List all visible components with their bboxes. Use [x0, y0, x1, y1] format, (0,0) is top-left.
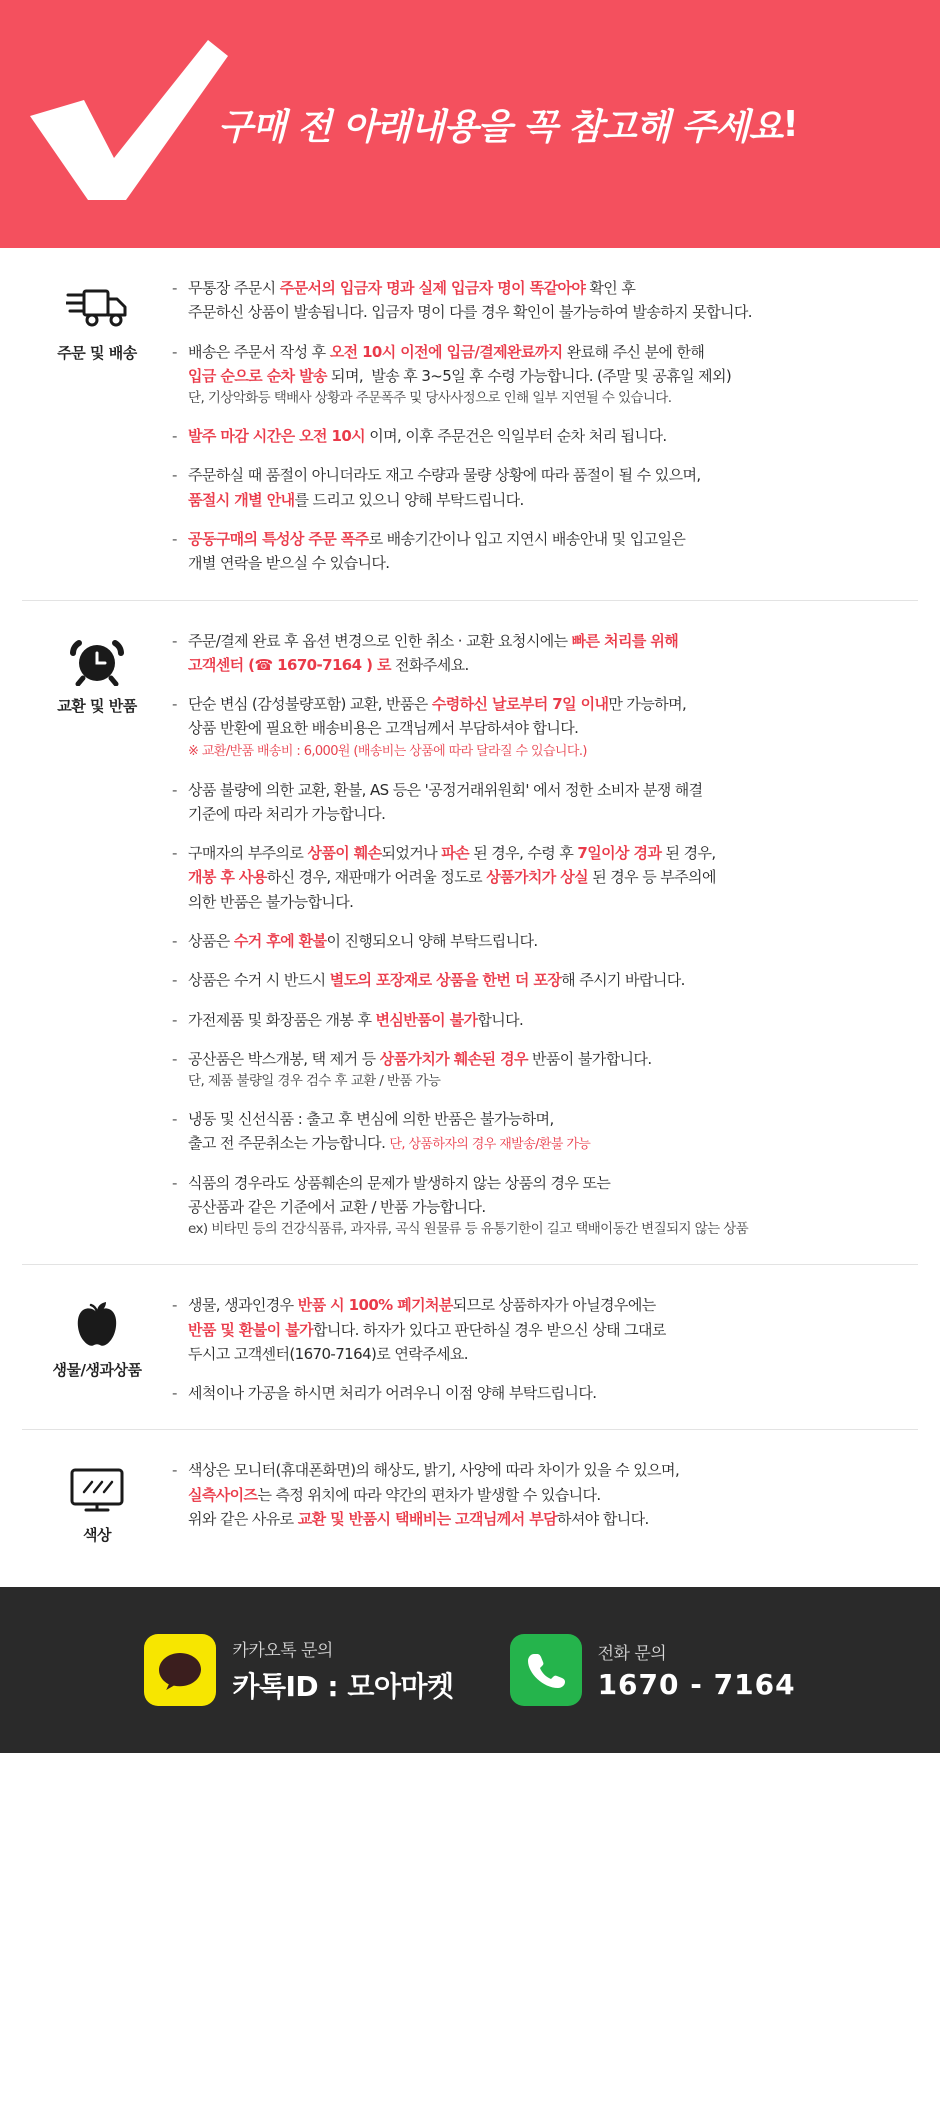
footer-kakao-label: 카카오톡 문의: [232, 1640, 333, 1661]
list-item: - 생물, 생과인경우 반품 시 100% 폐기처분되므로 상품하자가 아닐경우에는 반품 및 환불이 불가합니다. 하자가 있다고 판단하실 경우 받으신 상태 그대로 두시고 고객센터(1670-7164)로 연락주세요.: [172, 1293, 918, 1366]
dash-bullet: -: [172, 530, 177, 548]
list-item: - 상품은 수거 시 반드시 별도의 포장재로 상품을 한번 더 포장해 주시기 바랍니다.: [172, 968, 918, 992]
list-item: - 가전제품 및 화장품은 개봉 후 변심반품이 불가합니다.: [172, 1008, 918, 1032]
section-exchange-return-icon-col: [22, 627, 172, 1241]
dash-bullet: -: [172, 1461, 177, 1480]
page-footer: [0, 1587, 940, 1753]
dash-bullet: -: [172, 342, 177, 361]
dash-bullet: -: [172, 1049, 177, 1068]
dash-bullet: -: [172, 1384, 177, 1403]
page-title: [218, 0, 798, 248]
section-fresh-produce-items: [172, 1291, 918, 1405]
section-color-caption: 색상: [83, 1526, 111, 1545]
page-title-exclaim: !: [782, 103, 798, 145]
dash-bullet: -: [172, 279, 177, 297]
list-item: - 무통장 주문시 주문서의 입금자 명과 실제 입금자 명이 똑같아야 확인 후 주문하신 상품이 발송됩니다. 입금자 명이 다를 경우 확인이 불가능하여 발송하지 못합니다.: [172, 276, 918, 325]
section-exchange-return-caption: 교환 및 반품: [57, 696, 137, 715]
dash-bullet: -: [172, 932, 177, 951]
section-order-delivery-caption: 주문 및 배송: [57, 344, 137, 362]
phone-icon[interactable]: [510, 1634, 582, 1706]
section-exchange-return: [22, 601, 918, 1266]
list-item: - 세척이나 가공을 하시면 처리가 어려우니 이점 양해 부탁드립니다.: [172, 1381, 918, 1405]
delivery-truck-icon: [22, 280, 172, 334]
list-item: - 냉동 및 신선식품 : 출고 후 변심에 의한 반품은 불가능하며, 출고 전 주문취소는 가능합니다. 단, 상품하자의 경우 재발송/환불 가능: [172, 1107, 918, 1156]
dash-bullet: -: [172, 1110, 177, 1129]
list-item: - 주문/결제 완료 후 옵션 변경으로 인한 취소 · 교환 요청시에는 빠른 처리를 위해 고객센터 (☎ 1670-7164 ) 로 전화주세요.: [172, 629, 918, 678]
footer-phone-text: [598, 1639, 796, 1701]
section-exchange-return-items: [172, 627, 918, 1241]
apple-icon: [22, 1297, 172, 1351]
section-fresh-produce-caption: 생물/생과상품: [52, 1361, 142, 1380]
section-fresh-produce-icon-col: [22, 1291, 172, 1405]
list-item: - 공산품은 박스개봉, 택 제거 등 상품가치가 훼손된 경우 반품이 불가합니다. 단, 제품 불량일 경우 검수 후 교환 / 반품 가능: [172, 1047, 918, 1092]
dash-bullet: -: [172, 695, 177, 714]
dash-bullet: -: [172, 844, 177, 863]
list-item: - 색상은 모니터(휴대폰화면)의 해상도, 밝기, 사양에 따라 차이가 있을 수 있으며, 실측사이즈는 측정 위치에 따라 약간의 편차가 발생할 수 있습니다. 위와 같은 사유로 교환 및 반품시 택배비는 고객님께서 부담하셔야 합니다.: [172, 1458, 918, 1531]
footer-kakao-contact[interactable]: [144, 1634, 453, 1706]
section-color-items: [172, 1456, 918, 1545]
footer-phone-label: 전화 문의: [597, 1644, 667, 1665]
section-order-delivery-icon-col: [22, 274, 172, 576]
list-item: - 상품은 수거 후에 환불이 진행되오니 양해 부탁드립니다.: [172, 929, 918, 953]
dash-bullet: -: [172, 780, 177, 799]
list-item: - 배송은 주문서 작성 후 오전 10시 이전에 입금/결제완료까지 완료해 주신 분에 한해 입금 순으로 순차 발송 되며, 발송 후 3~5일 후 수령 가능합니다. (주말 및 공휴일 제외) 단, 기상악화등 택배사 상황과 주문폭주 및 당사사정으로 인해 일부 지연될 수 있습니다.: [172, 340, 918, 410]
alarm-clock-icon: [22, 633, 172, 687]
list-item: - 상품 불량에 의한 교환, 환불, AS 등은 '공정거래위원회' 에서 정한 소비자 분쟁 해결 기준에 따라 처리가 가능합니다.: [172, 778, 918, 827]
footer-phone-contact[interactable]: [510, 1634, 796, 1706]
notice-body: [0, 248, 940, 1569]
page-header: [0, 0, 940, 248]
dash-bullet: -: [172, 971, 177, 990]
list-item: - 발주 마감 시간은 오전 10시 이며, 이후 주문건은 익일부터 순차 처리 됩니다.: [172, 424, 918, 448]
section-color: [22, 1430, 918, 1569]
footer-phone-value: 1670 - 7164: [597, 1668, 796, 1702]
dash-bullet: -: [172, 427, 177, 446]
page-title-text: 구매 전 아래내용을 꼭 참고해 주세요: [218, 106, 783, 148]
section-color-icon-col: [22, 1456, 172, 1545]
footer-kakao-text: [232, 1636, 453, 1705]
section-fresh-produce: [22, 1265, 918, 1430]
list-item: - 구매자의 부주의로 상품이 훼손되었거나 파손 된 경우, 수령 후 7일이상 경과 된 경우, 개봉 후 사용하신 경우, 재판매가 어려울 정도로 상품가치가 상실 된 경우 등 부주의에 의한 반품은 불가능합니다.: [172, 841, 918, 914]
kakao-talk-icon[interactable]: [144, 1634, 216, 1706]
monitor-icon: [22, 1462, 172, 1516]
list-item: - 단순 변심 (감성불량포함) 교환, 반품은 수령하신 날로부터 7일 이내만 가능하며, 상품 반환에 필요한 배송비용은 고객님께서 부담하셔야 합니다. ※ 교환/반품 배송비 : 6,000원 (배송비는 상품에 따라 달라질 수 있습니다.): [172, 692, 918, 762]
dash-bullet: -: [172, 1173, 177, 1192]
footer-kakao-value: 카톡ID : 모아마켓: [232, 1669, 454, 1703]
dash-bullet: -: [172, 1010, 177, 1029]
dash-bullet: -: [172, 466, 177, 485]
list-item: - 공동구매의 특성상 주문 폭주로 배송기간이나 입고 지연시 배송안내 및 입고일은 개별 연락을 받으실 수 있습니다.: [172, 527, 918, 576]
check-mark-icon: [22, 30, 232, 220]
list-item: - 식품의 경우라도 상품훼손의 문제가 발생하지 않는 상품의 경우 또는 공산품과 같은 기준에서 교환 / 반품 가능합니다. ex) 비타민 등의 건강식품류, 과자류, 곡식 원물류 등 유통기한이 길고 택배이동간 변질되지 않는 상품: [172, 1171, 918, 1241]
section-order-delivery: [22, 248, 918, 601]
dash-bullet: -: [172, 631, 177, 650]
list-item: - 주문하실 때 품절이 아니더라도 재고 수량과 물량 상황에 따라 품절이 될 수 있으며, 품절시 개별 안내를 드리고 있으니 양해 부탁드립니다.: [172, 463, 918, 512]
dash-bullet: -: [172, 1296, 177, 1315]
section-order-delivery-items: [172, 274, 918, 576]
